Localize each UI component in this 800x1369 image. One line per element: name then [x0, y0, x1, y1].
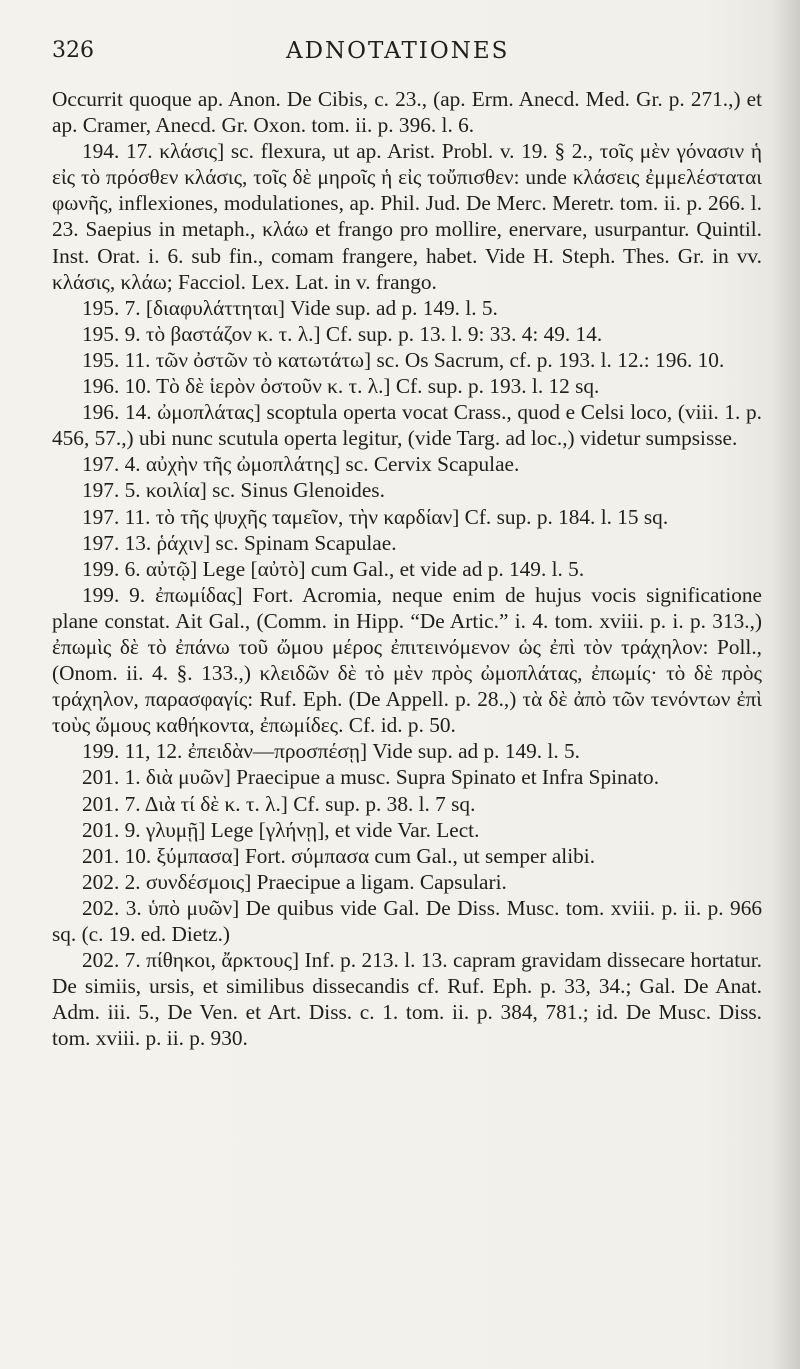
- running-header: [52, 38, 752, 68]
- annotation-entry: 195. 11. τῶν ὀστῶν τὸ κατωτάτω] sc. Os Sacrum, cf. p. 193. l. 12.: 196. 10.: [82, 347, 725, 372]
- annotation-entry: 201. 1. διὰ μυῶν] Praecipue a musc. Supra Spinato et Infra Spinato.: [82, 765, 660, 790]
- annotation-entry: Occurrit quoque ap. Anon. De Cibis, c. 23., (ap. Erm. Anecd. Med. Gr. p. 271.,) et ap. Cramer, Anecd. Gr. Oxon. tom. ii. p. 396. l. 6.: [52, 87, 762, 138]
- annotations-body: [52, 86, 762, 1051]
- annotation-entry: 197. 13. ῥάχιν] sc. Spinam Scapulae.: [82, 530, 397, 555]
- annotation-entry: 202. 7. πίθηκοι, ἄρκτους] Inf. p. 213. l. 13. capram gravidam dissecare hortatur. De simiis, ursis, et similibus dissecandis cf. Ruf. Eph. p. 33, 34.; Gal. De Anat. Adm. iii. 5., De Ven. et Art. Diss. c. 1. tom. ii. p. 384, 781.; id. De Musc. Diss. tom. xviii. p. ii. p. 930.: [52, 948, 762, 1051]
- annotation-entry: 199. 11, 12. ἐπειδὰν—προσπέσῃ] Vide sup. ad p. 149. l. 5.: [82, 739, 580, 764]
- annotation-entry: 197. 5. κοιλία] sc. Sinus Glenoides.: [82, 478, 385, 503]
- annotation-entry: 201. 10. ξύμπασα] Fort. σύμπασα cum Gal., ut semper alibi.: [82, 843, 596, 868]
- annotation-entry: 197. 4. αὐχὴν τῆς ὠμοπλάτης] sc. Cervix Scapulae.: [82, 452, 520, 477]
- annotation-entry: 199. 9. ἐπωμίδας] Fort. Acromia, neque enim de hujus vocis significatione plane constat. Ait Gal., (Comm. in Hipp. “De Artic.” i. 4. tom. xviii. p. i. p. 313.,) ἐπωμὶς δὲ τὸ ἐπάνω τοῦ ὤμου μέρος ἐπιτεινόμενον ὡς ἐπὶ τὸν τράχηλον: Poll., (Onom. ii. 4. §. 133.,) κλειδῶν δὲ τὸ μὲν πρὸς ὠμοπλάτας, ἐπωμίς· τὸ δὲ πρὸς τράχηλον, παρασφαγίς: Ruf. Eph. (De Appell. p. 28.,) τὰ δὲ ἀπὸ τῶν τενόντων ἐπὶ τοὺς ὤμους καθήκοντα, ἐπωμίδες. Cf. id. p. 50.: [52, 582, 762, 738]
- running-title: ADNOTATIONES: [286, 38, 510, 64]
- page-number: 326: [52, 38, 94, 63]
- annotation-entry: 202. 2. συνδέσμοις] Praecipue a ligam. Capsulari.: [82, 869, 507, 894]
- annotation-entry: 201. 9. γλυμῇ] Lege [γλήνῃ], et vide Var. Lect.: [82, 817, 480, 842]
- annotation-entry: 196. 10. Τὸ δὲ ἱερὸν ὀστοῦν κ. τ. λ.] Cf. sup. p. 193. l. 12 sq.: [82, 374, 600, 399]
- annotation-entry: 195. 9. τὸ βαστάζον κ. τ. λ.] Cf. sup. p. 13. l. 9: 33. 4: 49. 14.: [82, 321, 603, 346]
- annotation-entry: 201. 7. Διὰ τί δὲ κ. τ. λ.] Cf. sup. p. 38. l. 7 sq.: [82, 791, 476, 816]
- annotation-entry: 195. 7. [διαφυλάττηται] Vide sup. ad p. 149. l. 5.: [82, 295, 498, 320]
- annotation-entry: 199. 6. αὐτῷ] Lege [αὐτὸ] cum Gal., et vide ad p. 149. l. 5.: [82, 556, 585, 581]
- annotation-entry: 196. 14. ὠμοπλάτας] scoptula operta vocat Crass., quod e Celsi loco, (viii. 1. p. 456, 57.,) ubi nunc scutula operta legitur, (vide Targ. ad loc.,) videtur sumpsisse.: [52, 400, 762, 451]
- annotation-entry: 202. 3. ὑπὸ μυῶν] De quibus vide Gal. De Diss. Musc. tom. xviii. p. ii. p. 966 sq. (c. 19. ed. Dietz.): [52, 895, 762, 946]
- annotation-entry: 194. 17. κλάσις] sc. flexura, ut ap. Arist. Probl. v. 19. § 2., τοῖς μὲν γόνασιν ἡ εἰς τὸ πρόσθεν κλάσις, τοῖς δὲ μηροῖς ἡ εἰς τοὔπισθεν: unde κλάσεις ἐμμελέσταται φωνῆς, inflexiones, modulationes, ap. Phil. Jud. De Merc. Meretr. tom. ii. p. 266. l. 23. Saepius in metaph., κλάω et frango pro mollire, enervare, usurpantur. Quintil. Inst. Orat. i. 6. sub fin., comam frangere, habet. Vide H. Steph. Thes. Gr. in vv. κλάσις, κλάω; Facciol. Lex. Lat. in v. frango.: [52, 139, 762, 294]
- page-edge-shadow: [772, 0, 800, 1369]
- annotation-entry: 197. 11. τὸ τῆς ψυχῆς ταμεῖον, τὴν καρδίαν] Cf. sup. p. 184. l. 15 sq.: [82, 504, 669, 529]
